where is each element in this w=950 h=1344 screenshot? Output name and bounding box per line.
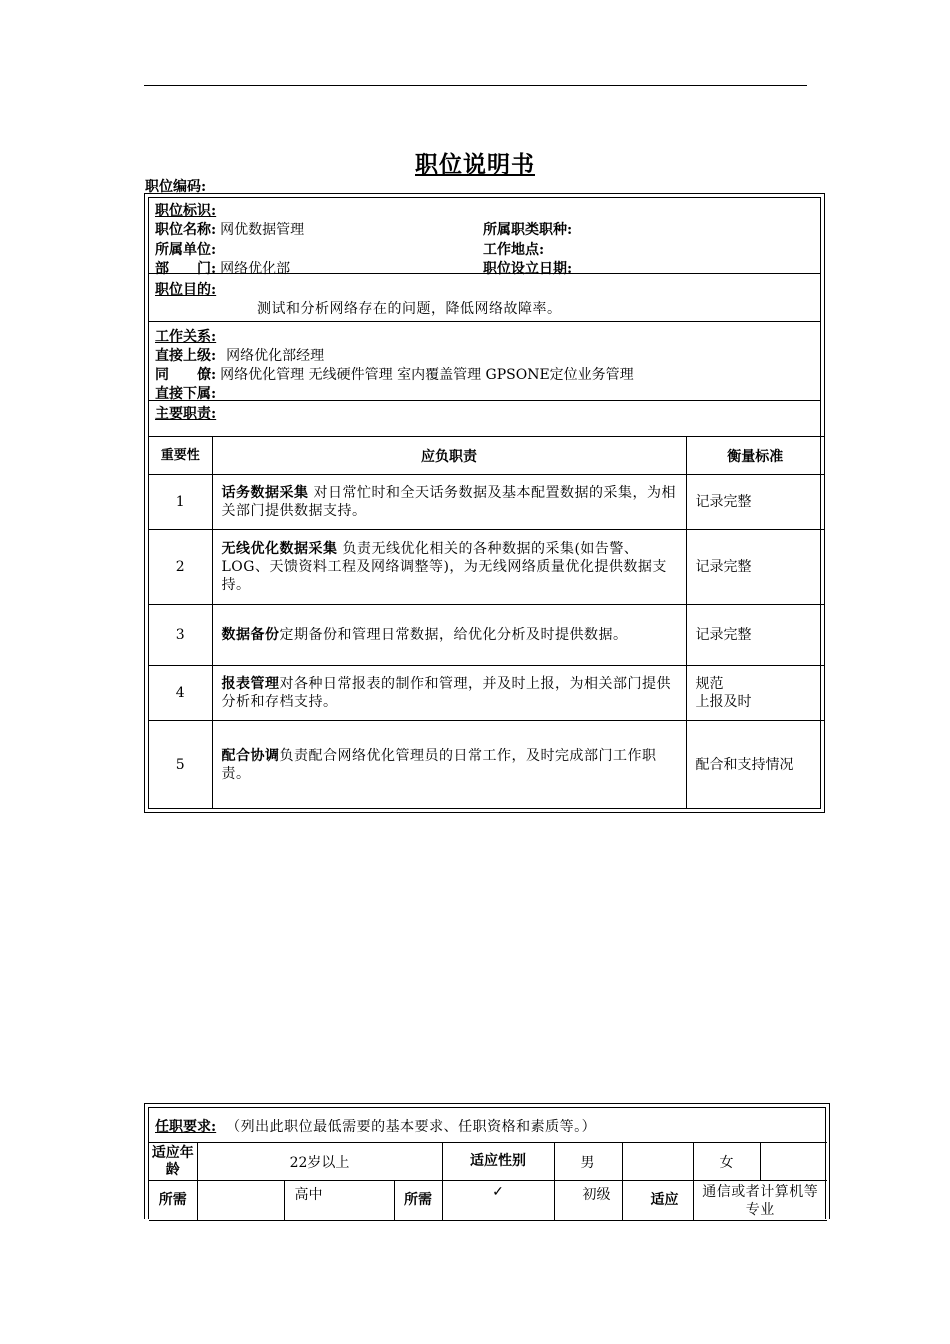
duty-description	[212, 605, 686, 666]
duty-description	[212, 721, 686, 809]
location-label: 工作地点:	[483, 242, 545, 258]
duty-description	[212, 530, 686, 605]
duty-description	[212, 475, 686, 530]
required-label: 所需	[149, 1181, 197, 1221]
relations-label: 工作关系:	[155, 329, 217, 345]
header-importance: 重要性	[149, 437, 212, 475]
duty-number: 3	[149, 605, 212, 666]
unit-label: 所属单位:	[155, 242, 217, 258]
age-gender-row	[149, 1143, 827, 1181]
requirements-note: （列出此职位最低需要的基本要求、任职资格和素质等。）	[226, 1119, 597, 1135]
identity-section	[149, 198, 820, 277]
table-row	[149, 530, 824, 605]
education-blank	[197, 1181, 284, 1221]
duty-number: 2	[149, 530, 212, 605]
gender-label: 适应性别	[442, 1143, 554, 1181]
purpose-label: 职位目的:	[155, 282, 217, 298]
table-row	[149, 475, 824, 530]
duty-measure: 规范 上报及时	[686, 666, 824, 721]
gender-male-box	[622, 1143, 693, 1181]
department-value: 网络优化部	[220, 261, 291, 277]
duty-text: 负责无线优化相关的各种数据的采集(如告警、LOG、天馈资料工程及网络调整等)，为无线网络质量优化提供数据支持。	[221, 541, 667, 593]
duty-title: 无线优化数据采集	[221, 541, 338, 557]
duty-title: 话务数据采集	[221, 485, 309, 501]
category-label: 所属职类职种:	[483, 222, 573, 238]
peers-value: 网络优化管理 无线硬件管理 室内覆盖管理 GPSONE定位业务管理	[220, 367, 634, 383]
header-measure: 衡量标准	[686, 437, 824, 475]
duty-title: 数据备份	[221, 627, 280, 643]
duty-title: 报表管理	[221, 676, 280, 692]
duty-measure: 配合和支持情况	[686, 721, 824, 809]
education-value: 高中	[284, 1181, 394, 1221]
age-value: 22岁以上	[197, 1143, 442, 1181]
header-duty: 应负职责	[212, 437, 686, 475]
purpose-text: 测试和分析网络存在的问题，降低网络故障率。	[257, 301, 562, 317]
relations-section	[149, 322, 820, 401]
check-mark: ✓	[442, 1181, 554, 1221]
job-description-inner	[148, 197, 821, 809]
duty-number: 5	[149, 721, 212, 809]
duty-measure: 记录完整	[686, 530, 824, 605]
requirements-frame	[144, 1103, 830, 1219]
top-rule	[144, 85, 807, 86]
requirements-header	[155, 1116, 596, 1136]
duty-measure: 记录完整	[686, 605, 824, 666]
table-row	[149, 605, 824, 666]
duty-text: 对日常忙时和全天话务数据及基本配置数据的采集，为相关部门提供数据支持。	[221, 485, 676, 519]
requirements-inner	[148, 1107, 826, 1219]
purpose-section	[149, 274, 820, 322]
duties-table	[149, 436, 824, 809]
suitable-label: 适应	[622, 1181, 693, 1221]
gender-female-box	[760, 1143, 827, 1181]
subordinate-label: 直接下属:	[155, 386, 217, 402]
duty-description	[212, 666, 686, 721]
requirements-label: 任职要求:	[155, 1119, 217, 1135]
superior-value: 网络优化部经理	[226, 348, 325, 364]
duties-header-row	[149, 437, 824, 475]
position-name-value: 网优数据管理	[220, 222, 305, 238]
level-value: 初级	[554, 1181, 622, 1221]
table-row	[149, 666, 824, 721]
peers-row: 同 僚: 网络优化管理 无线硬件管理 室内覆盖管理 GPSONE定位业务管理	[155, 367, 634, 383]
requirements-table	[149, 1142, 827, 1221]
duty-title: 配合协调	[221, 747, 280, 764]
education-row	[149, 1181, 827, 1221]
required-label-2: 所需	[394, 1181, 442, 1221]
duty-text: 负责配合网络优化管理员的日常工作，及时完成部门工作职责。	[221, 747, 657, 782]
position-code-label: 职位编码:	[145, 179, 207, 195]
major-value: 通信或者计算机等专业	[693, 1181, 827, 1221]
duty-measure: 记录完整	[686, 475, 824, 530]
identity-section-label: 职位标识:	[155, 203, 217, 219]
established-date-label: 职位设立日期:	[483, 261, 573, 277]
table-row	[149, 721, 824, 809]
duties-label: 主要职责:	[155, 406, 217, 422]
superior-row: 直接上级: 网络优化部经理	[155, 348, 325, 364]
age-label: 适应年龄	[149, 1143, 197, 1181]
page-title: 职位说明书	[415, 151, 535, 178]
duty-text: 定期备份和管理日常数据，给优化分析及时提供数据。	[279, 627, 628, 643]
duty-number: 4	[149, 666, 212, 721]
duty-number: 1	[149, 475, 212, 530]
position-name-row: 职位名称: 网优数据管理	[155, 222, 305, 238]
department-row: 部 门: 网络优化部	[155, 261, 291, 277]
job-description-frame	[144, 193, 825, 813]
gender-male: 男	[554, 1143, 622, 1181]
duty-text: 对各种日常报表的制作和管理，并及时上报，为相关部门提供分析和存档支持。	[221, 676, 671, 710]
gender-female: 女	[693, 1143, 760, 1181]
